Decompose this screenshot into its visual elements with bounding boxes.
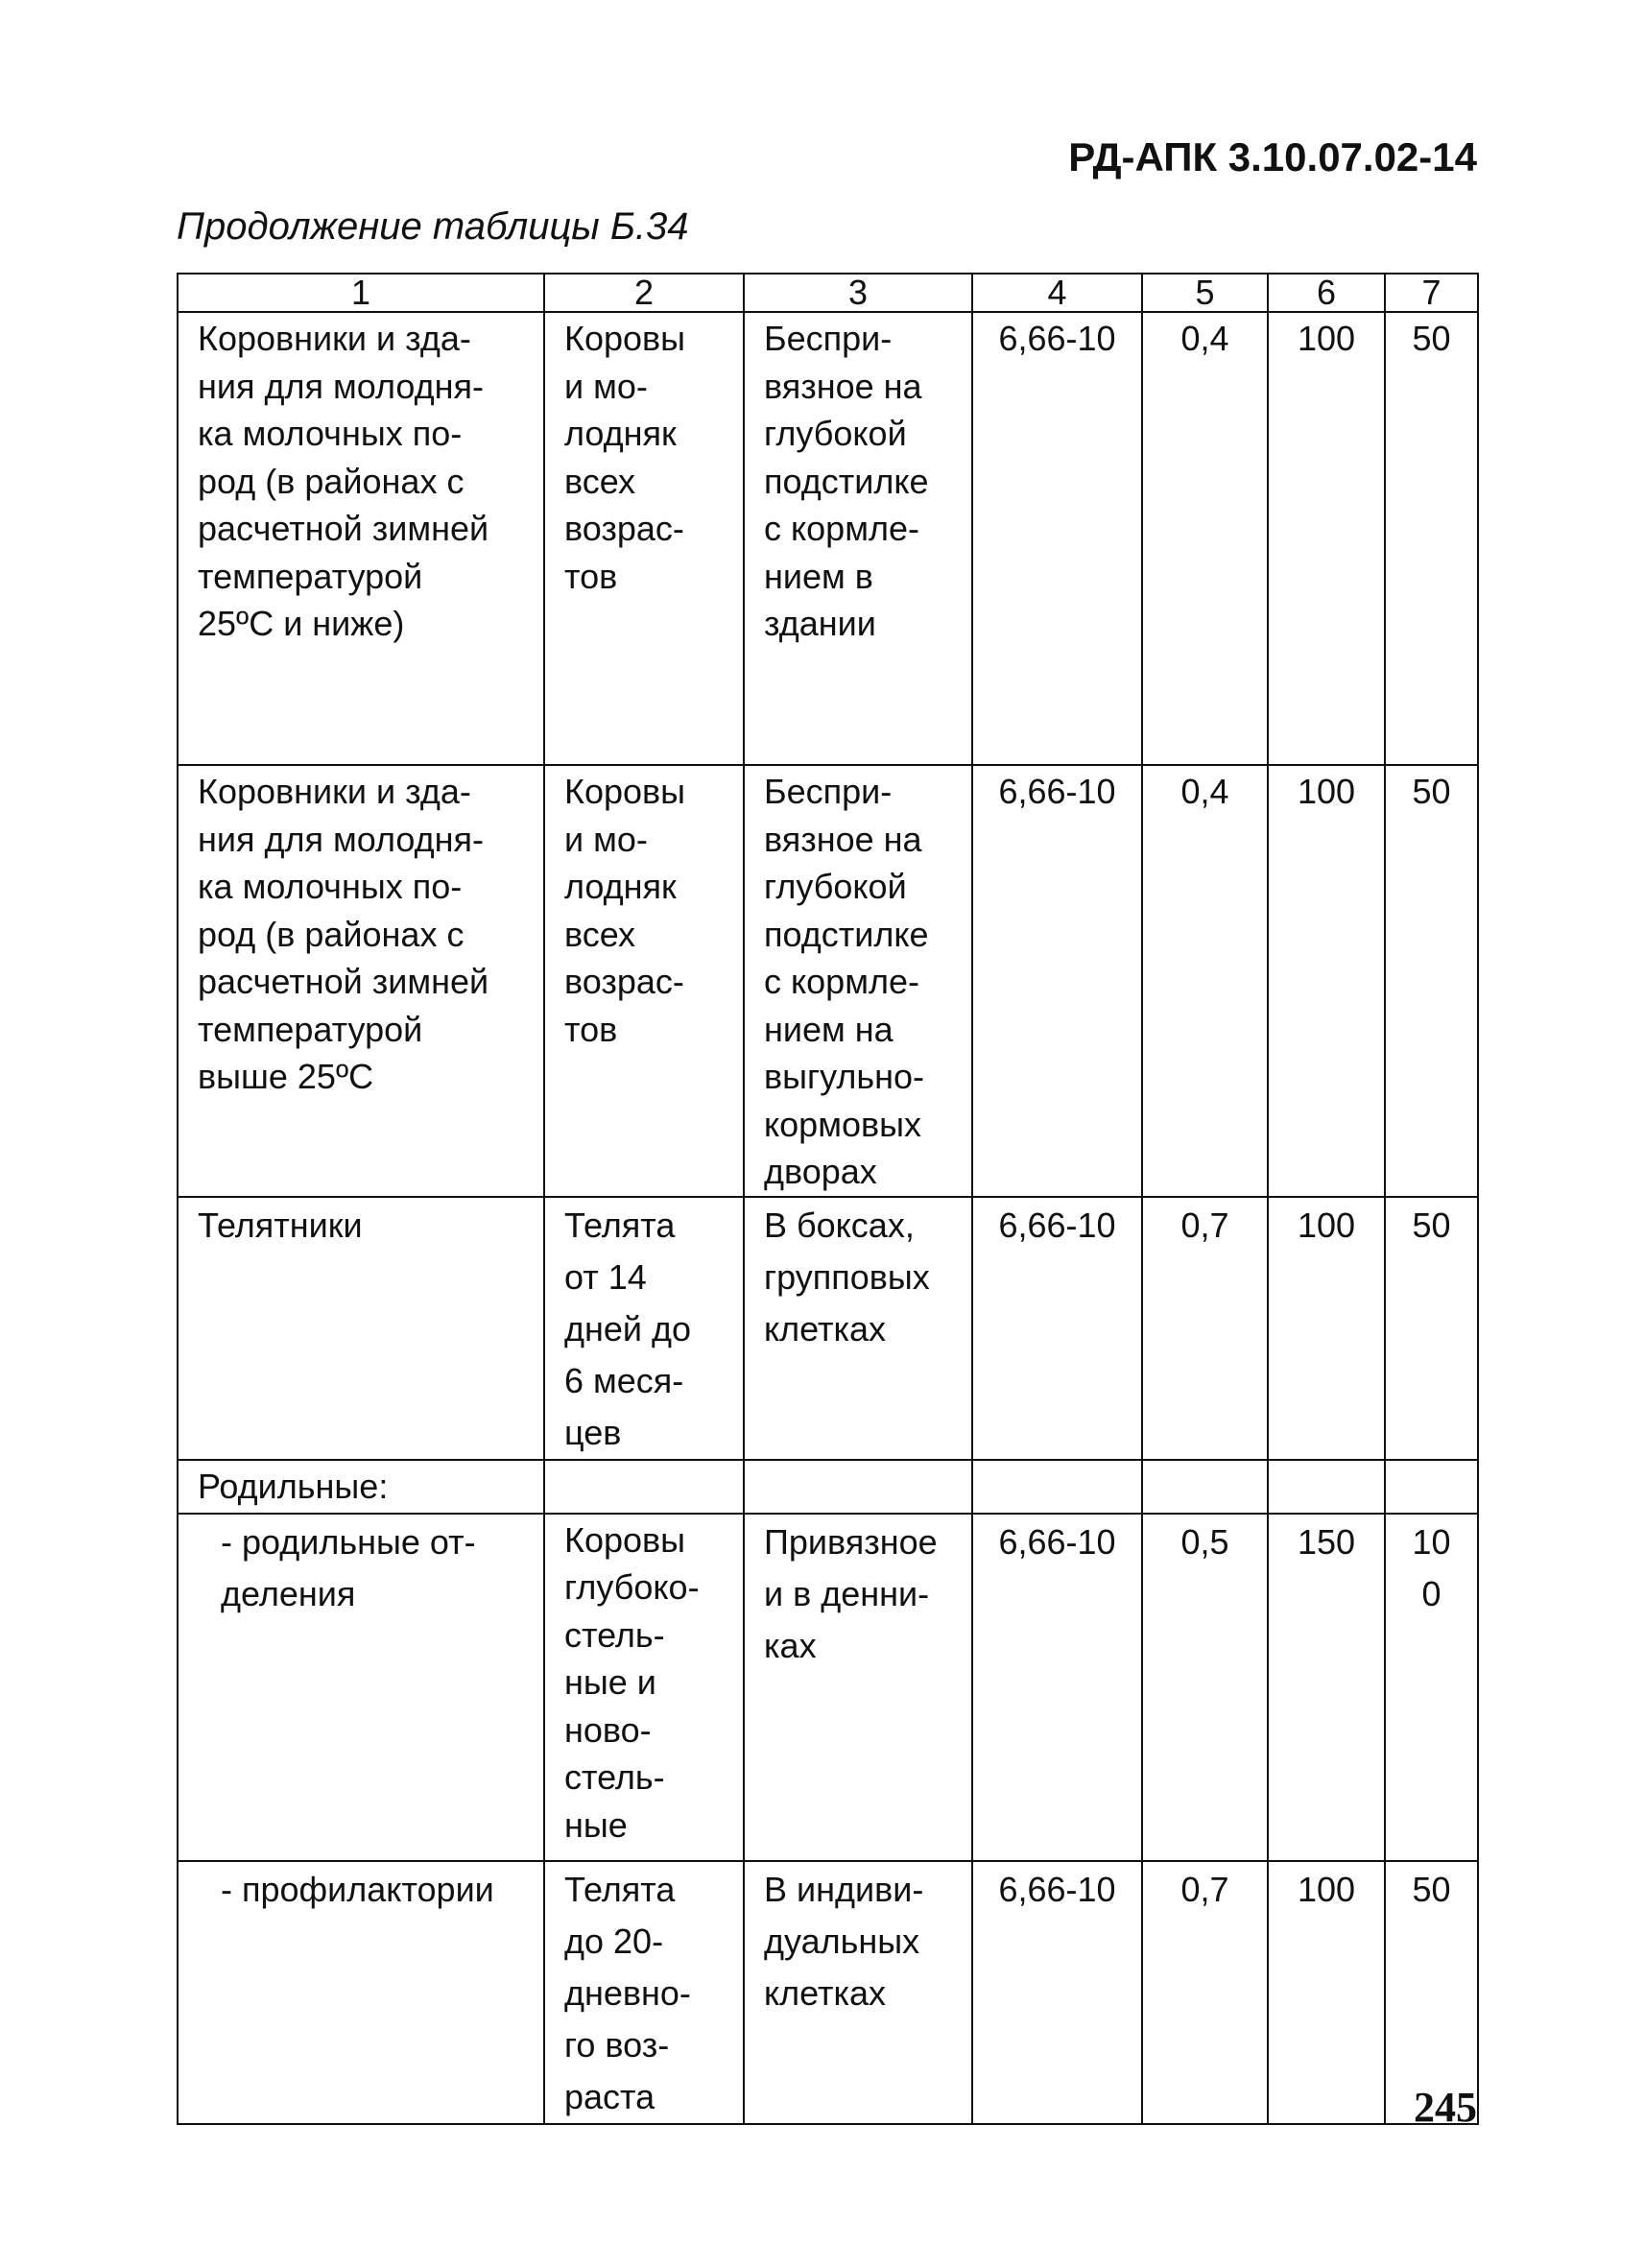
table-row: [178, 1460, 1478, 1514]
cell-col4: [972, 1460, 1142, 1514]
cell-animals: [544, 1460, 744, 1514]
cell-col6: [1268, 1460, 1385, 1514]
cell-building: Родильные:: [178, 1460, 544, 1514]
cell-col7: 50: [1385, 312, 1478, 765]
table-row: [178, 1514, 1478, 1861]
cell-col5: 0,4: [1142, 312, 1268, 765]
cell-animals: Коровы глубоко- стель- ные и ново- стель- ные: [544, 1514, 744, 1861]
cell-housing: В боксах, групповых клетках: [744, 1197, 972, 1460]
cell-col5: 0,7: [1142, 1197, 1268, 1460]
cell-col6: 100: [1268, 312, 1385, 765]
table-header-row: [178, 274, 1478, 312]
cell-col7: 50: [1385, 1197, 1478, 1460]
table-row: [178, 312, 1478, 765]
cell-housing: [744, 1460, 972, 1514]
column-header-6: 6: [1268, 274, 1385, 312]
cell-col4: 6,66-10: [972, 312, 1142, 765]
cell-housing: В индиви- дуальных клетках: [744, 1861, 972, 2124]
cell-col7: 50: [1385, 765, 1478, 1197]
cell-col5: 0,4: [1142, 765, 1268, 1197]
column-header-4: 4: [972, 274, 1142, 312]
column-header-7: 7: [1385, 274, 1478, 312]
cell-col4: 6,66-10: [972, 1197, 1142, 1460]
cell-col4: 6,66-10: [972, 1861, 1142, 2124]
column-header-1: 1: [178, 274, 544, 312]
cell-housing: Беспри- вязное на глубокой подстилке с кормле- нием на выгульно- кормовых дворах: [744, 765, 972, 1197]
table-row: [178, 1861, 1478, 2124]
cell-building: Коровники и зда- ния для молодня- ка молочных по- род (в районах с расчетной зимней температурой выше 25ºС: [178, 765, 544, 1197]
cell-col6: 100: [1268, 1861, 1385, 2124]
table-caption: Продолжение таблицы Б.34: [177, 205, 689, 248]
cell-building: Телятники: [178, 1197, 544, 1460]
document-code: РД-АПК 3.10.07.02-14: [1068, 134, 1477, 179]
table-row: [178, 765, 1478, 1197]
norms-table-container: [177, 273, 1477, 2125]
cell-col7: 10 0: [1385, 1514, 1478, 1861]
cell-col7: 50: [1385, 1861, 1478, 2124]
cell-col5: [1142, 1460, 1268, 1514]
column-header-2: 2: [544, 274, 744, 312]
cell-building: Коровники и зда- ния для молодня- ка молочных по- род (в районах с расчетной зимней температурой 25ºС и ниже): [178, 312, 544, 765]
cell-building: - родильные от- деления: [178, 1514, 544, 1861]
column-header-5: 5: [1142, 274, 1268, 312]
cell-col4: 6,66-10: [972, 765, 1142, 1197]
cell-col5: 0,7: [1142, 1861, 1268, 2124]
cell-animals: Телята от 14 дней до 6 меся- цев: [544, 1197, 744, 1460]
cell-col6: 100: [1268, 1197, 1385, 1460]
cell-col5: 0,5: [1142, 1514, 1268, 1861]
norms-table: [177, 273, 1479, 2125]
cell-housing: Беспри- вязное на глубокой подстилке с кормле- нием в здании: [744, 312, 972, 765]
cell-col6: 150: [1268, 1514, 1385, 1861]
table-row: [178, 1197, 1478, 1460]
cell-building: - профилактории: [178, 1861, 544, 2124]
cell-animals: Коровы и мо- лодняк всех возрас- тов: [544, 765, 744, 1197]
cell-col4: 6,66-10: [972, 1514, 1142, 1861]
cell-col7: [1385, 1460, 1478, 1514]
cell-animals: Телята до 20- дневно- го воз- раста: [544, 1861, 744, 2124]
cell-housing: Привязное и в денни- ках: [744, 1514, 972, 1861]
page-number: 245: [1414, 2084, 1477, 2131]
cell-animals: Коровы и мо- лодняк всех возрас- тов: [544, 312, 744, 765]
column-header-3: 3: [744, 274, 972, 312]
cell-col6: 100: [1268, 765, 1385, 1197]
